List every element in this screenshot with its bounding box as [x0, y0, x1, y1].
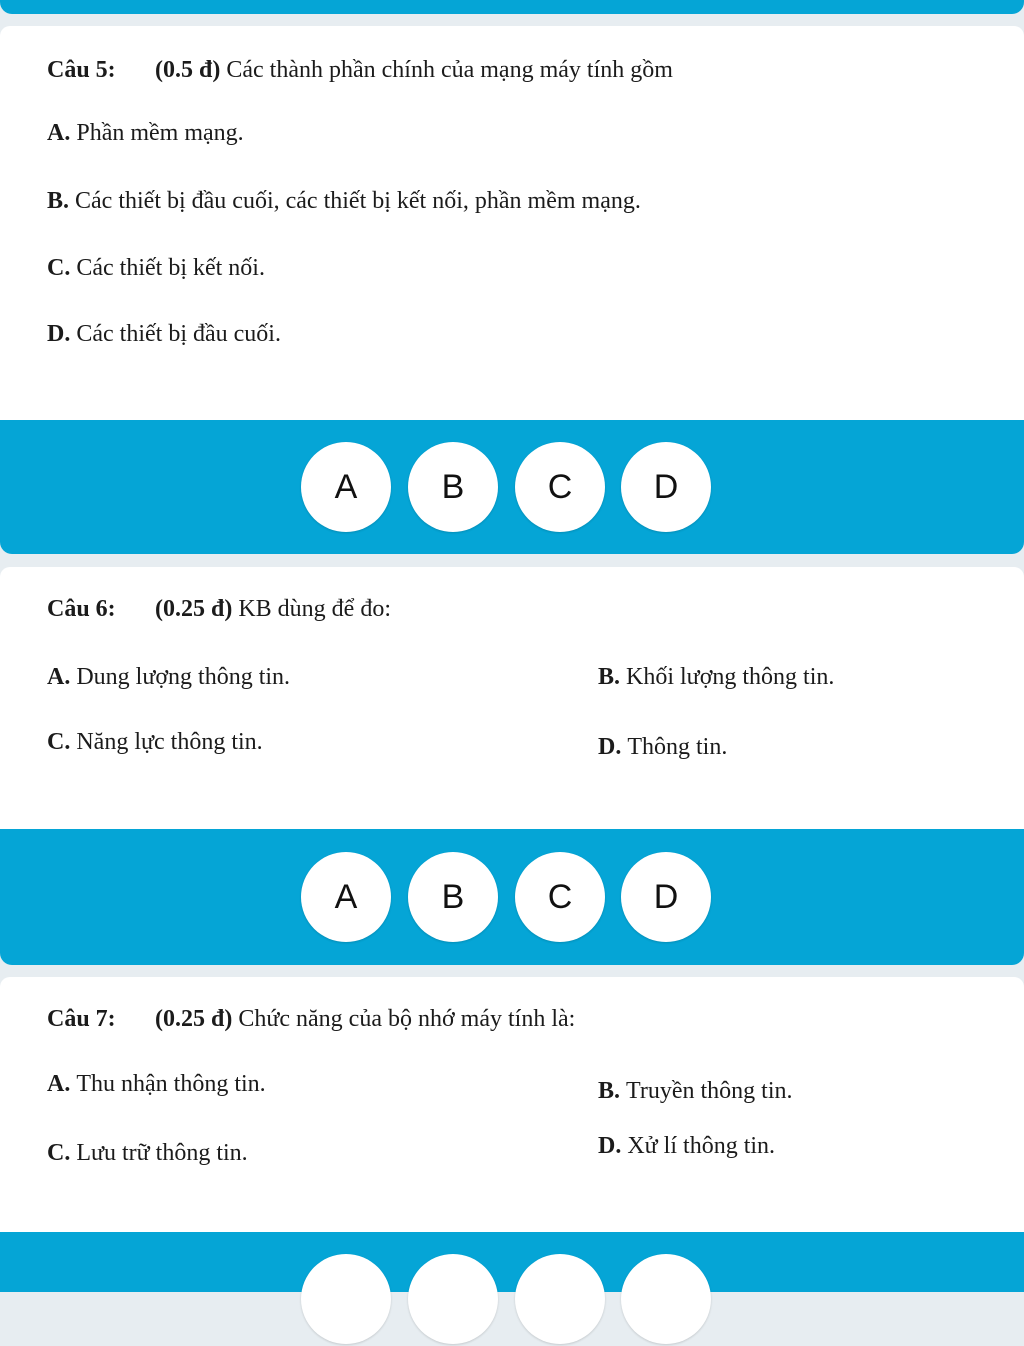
option-c: C. Năng lực thông tin. [47, 729, 263, 755]
question-title [47, 596, 391, 623]
question-card-6 [0, 567, 1024, 829]
option-b: B. Các thiết bị đầu cuối, các thiết bị kết nối, phần mềm mạng. [47, 188, 641, 214]
question-number: Câu 7: [47, 1006, 116, 1032]
answer-button-c[interactable]: C [515, 852, 605, 942]
top-accent-strip [0, 0, 1024, 14]
question-number: Câu 5: [47, 57, 116, 83]
question-text: Chức năng của bộ nhớ máy tính là: [238, 1006, 576, 1032]
answer-button-d[interactable]: D [621, 852, 711, 942]
answer-button-d[interactable] [621, 1254, 711, 1344]
question-points: (0.25 đ) [155, 1006, 233, 1032]
answer-button-c[interactable]: C [515, 442, 605, 532]
answer-button-c[interactable] [515, 1254, 605, 1344]
option-b: B. Khối lượng thông tin. [598, 664, 835, 690]
option-a: A. Dung lượng thông tin. [47, 664, 291, 690]
option-a: A. Phần mềm mạng. [47, 120, 244, 146]
answer-bar-5 [0, 420, 1024, 554]
answer-bar-6 [0, 829, 1024, 965]
question-card-5 [0, 26, 1024, 420]
question-text: KB dùng để đo: [238, 596, 392, 622]
question-title [47, 57, 673, 84]
option-d: D. Thông tin. [598, 734, 728, 760]
option-c: C. Lưu trữ thông tin. [47, 1140, 248, 1166]
question-title [47, 1006, 575, 1033]
question-card-7 [0, 977, 1024, 1232]
answer-button-b[interactable] [408, 1254, 498, 1344]
option-d: D. Xử lí thông tin. [598, 1133, 776, 1159]
option-b: B. Truyền thông tin. [598, 1078, 793, 1104]
answer-bar-7 [0, 1232, 1024, 1292]
answer-button-b[interactable]: B [408, 852, 498, 942]
question-points: (0.5 đ) [155, 57, 221, 83]
question-text: Các thành phần chính của mạng máy tính gồm [226, 57, 673, 83]
option-c: C. Các thiết bị kết nối. [47, 255, 265, 281]
answer-button-b[interactable]: B [408, 442, 498, 532]
question-number: Câu 6: [47, 596, 116, 622]
option-d: D. Các thiết bị đầu cuối. [47, 321, 281, 347]
answer-button-d[interactable]: D [621, 442, 711, 532]
answer-button-a[interactable]: A [301, 852, 391, 942]
answer-button-a[interactable] [301, 1254, 391, 1344]
answer-button-a[interactable]: A [301, 442, 391, 532]
question-points: (0.25 đ) [155, 596, 233, 622]
option-a: A. Thu nhận thông tin. [47, 1071, 266, 1097]
